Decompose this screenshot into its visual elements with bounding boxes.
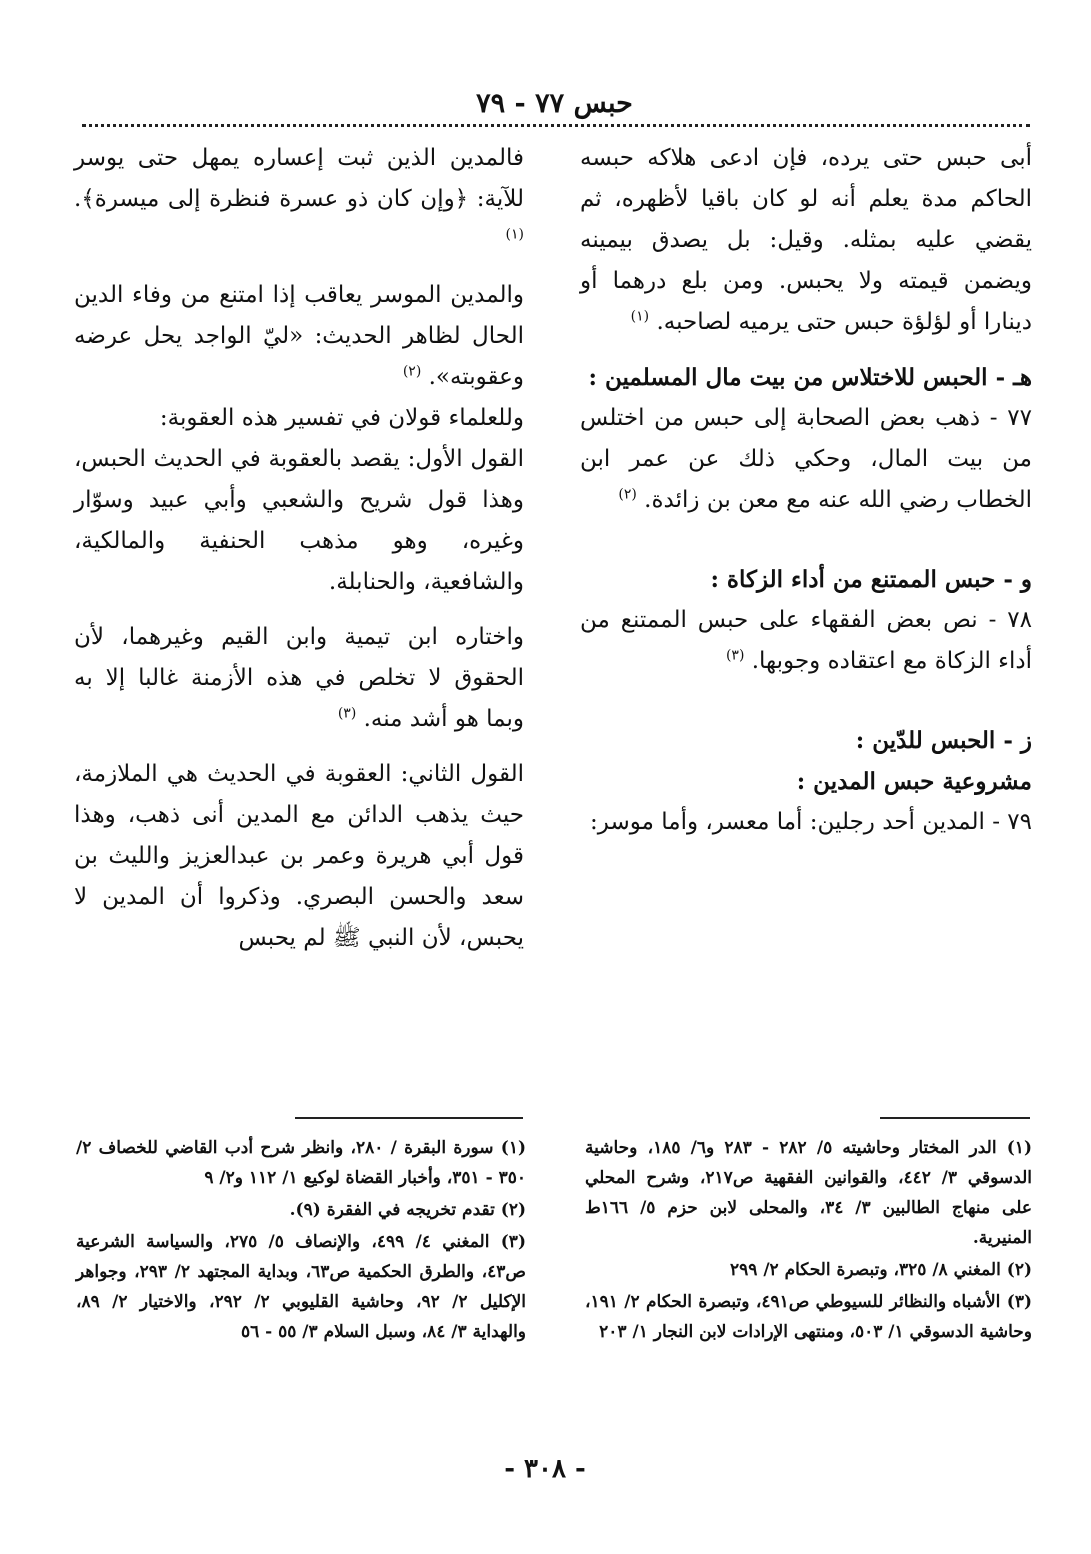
footnote-rule: [295, 1117, 523, 1119]
footnote-ref: (٢): [402, 363, 422, 380]
paragraph: وللعلماء قولان في تفسير هذه العقوبة:: [159, 405, 524, 431]
paragraph: [74, 617, 524, 740]
paragraph: [580, 138, 1032, 343]
footnote: (٣) الأشباه والنظائر للسيوطي ص٤٩١، وتبصرة الحكام ٢/ ١٩١، وحاشية الدسوقي ١/ ٥٠٣، ومنتهى الإرادات لابن النجار ١/ ٢٠٣: [585, 1292, 1032, 1342]
paragraph: [74, 138, 524, 261]
footnote: (٣) المغني ٤/ ٤٩٩، والإنصاف ٥/ ٢٧٥، والسياسة الشرعية ص٤٣، والطرق الحكمية ص٦٣، وبداية المجتهد ٢/ ٢٩٣، وجواهر الإكليل ٢/ ٩٢، وحاشية القليوبي ٢/ ٢٩٢، والاختيار ٢/ ٨٩، والهداية ٣/ ٨٤، وسبل السلام ٣/ ٥٥ - ٥٦: [76, 1232, 527, 1342]
footnote: (٢) المغني ٨/ ٣٢٥، وتبصرة الحكام ٢/ ٢٩٩: [730, 1260, 1032, 1280]
footnote-ref: (٣): [337, 705, 357, 722]
paragraph-text: ٧٨ - نص بعض الفقهاء على حبس الممتنع من أداء الزكاة مع اعتقاده وجوبها.: [580, 607, 1032, 674]
running-header: حبس ٧٧ - ٧٩: [476, 88, 633, 119]
subheading: مشروعية حبس المدين :: [796, 768, 1032, 795]
left-column: [74, 138, 524, 959]
paragraph-text: واختاره ابن تيمية وابن القيم وغيرهما، لأن الحقوق لا تخلص في هذه الأزمنة غالبا إلا به وبما هو أشد منه.: [74, 624, 524, 732]
paragraph: القول الأول: يقصد بالعقوبة في الحديث الحبس، وهذا قول شريح والشعبي وأبي عبيد وسوّار وغيره، وهو مذهب الحنفية والمالكية، والشافعية، والحنابلة.: [74, 446, 524, 595]
footnotes-right: [585, 1133, 1032, 1349]
paragraph-text: فالمدين الذين ثبت إعساره يمهل حتى يوسر للآية: ﴿وإن كان ذو عسرة فنظرة إلى ميسرة﴾.: [74, 145, 524, 212]
header-dotted-rule: [82, 124, 1030, 127]
paragraph-text: والمدين الموسر يعاقب إذا امتنع من وفاء الدين الحال لظاهر الحديث: «ليّ الواجد يحل عرضه وعقوبته».: [74, 282, 524, 390]
paragraph-text: ٧٧ - ذهب بعض الصحابة إلى حبس من اختلس من بيت المال، وحكي ذلك عن عمر ابن الخطاب رضي الله عنه مع معن بن زائدة.: [580, 405, 1032, 513]
footnotes-left: [76, 1133, 526, 1349]
section-heading-w: و - حبس الممتنع من أداء الزكاة :: [710, 566, 1032, 593]
section-heading-z: ز - الحبس للدّين :: [855, 727, 1032, 754]
footnote-ref: (١): [630, 308, 650, 325]
footnote: (٢) تقدم تخريجه في الفقرة (٩).: [289, 1200, 526, 1220]
footnote: (١) سورة البقرة / ٢٨٠، وانظر شرح أدب القاضي للخصاف ٢/ ٣٥٠ - ٣٥١، وأخبار القضاة لوكيع ١/ ١١٢ و٢/ ٩: [76, 1138, 526, 1188]
paragraph-text: أبى حبس حتى يرده، فإن ادعى هلاكه حبسه الحاكم مدة يعلم أنه لو كان باقيا لأظهره، ثم يقضي عليه بمثله. وقيل: بل يصدق بيمينه ويضمن قيمته ولا يحبس. ومن بلع درهما أو دينارا أو لؤلؤة حبس حتى يرميه لصاحبه.: [580, 145, 1032, 335]
footnote-rule: [880, 1117, 1030, 1119]
paragraph-77: [580, 398, 1032, 521]
paragraph: القول الثاني: العقوبة في الحديث هي الملازمة، حيث يذهب الدائن مع المدين أنى ذهب، وهذا قول أبي هريرة وعمر بن عبدالعزيز والليث بن سعد والحسن البصري. وذكروا أن المدين لا يحبس، لأن النبي ﷺ لم يحبس: [74, 761, 524, 951]
right-column: [580, 138, 1032, 843]
paragraph-78: [580, 600, 1032, 682]
page-number: - ٣٠٨ -: [504, 1454, 586, 1484]
paragraph: [74, 275, 524, 398]
footnote: (١) الدر المختار وحاشيته ٥/ ٢٨٢ - ٢٨٣ و٦/ ١٨٥، وحاشية الدسوقي ٣/ ٤٤٢، والقوانين الفقهية ص٢١٧، وشرح المحلي على منهاج الطالبين ٣/ ٣٤، والمحلى لابن حزم ٥/ ١٦٦ط المنيرية.: [585, 1138, 1032, 1248]
paragraph-79: ٧٩ - المدين أحد رجلين: أما معسر، وأما موسر:: [590, 809, 1032, 835]
footnote-ref: (٢): [618, 486, 637, 503]
section-heading-h: هـ - الحبس للاختلاس من بيت مال المسلمين :: [588, 364, 1032, 391]
footnote-ref: (١): [505, 226, 524, 243]
footnote-ref: (٣): [725, 647, 745, 664]
